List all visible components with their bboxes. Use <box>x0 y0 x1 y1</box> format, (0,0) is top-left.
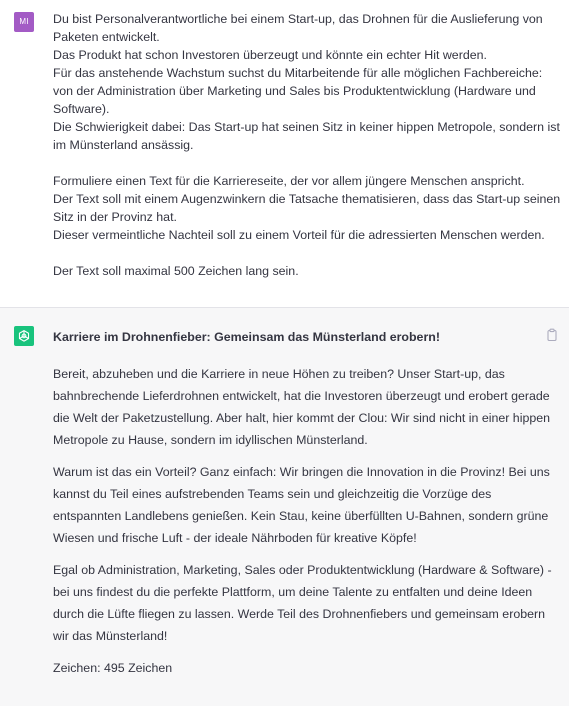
user-message <box>0 0 569 308</box>
assistant-message <box>0 308 569 706</box>
line-gap <box>53 154 553 172</box>
user-line: Der Text soll mit einem Augenzwinkern die Tatsache thematisieren, dass das Start-up seinen <box>53 192 561 206</box>
user-message-text <box>53 10 561 280</box>
answer-paragraph <box>53 559 553 647</box>
user-line: Sitz in der Provinz hat. <box>53 210 177 224</box>
user-line: Formuliere einen Text für die Karriereseite, der vor allem jüngere Menschen anspricht. <box>53 174 525 188</box>
clipboard-icon[interactable] <box>545 328 559 342</box>
answer-body <box>53 363 553 679</box>
answer-line: kannst du Teil eines aufstrebenden Teams sein und gleichzeitig die Vorzüge des <box>53 487 492 501</box>
user-line: Software). <box>53 102 110 116</box>
user-line: Dieser vermeintliche Nachteil soll zu einem Vorteil für die adressierten Menschen werden. <box>53 228 545 242</box>
user-line: Du bist Personalverantwortliche bei einem Start-up, das Drohnen für die Auslieferung von <box>53 12 543 26</box>
user-line: Paketen entwickelt. <box>53 30 160 44</box>
user-line: von der Administration über Marketing und Sales bis Produktentwicklung (Hardware und <box>53 84 536 98</box>
character-count: Zeichen: 495 Zeichen <box>53 661 173 675</box>
answer-line: wir das Münsterland! <box>53 629 168 643</box>
user-line: Das Produkt hat schon Investoren überzeugt und könnte ein echter Hit werden. <box>53 48 487 62</box>
answer-paragraph <box>53 363 553 451</box>
clipboard-icon-svg <box>545 328 559 342</box>
user-line: Für das anstehende Wachstum suchst du Mitarbeitende für alle möglichen Fachbereiche: <box>53 66 543 80</box>
answer-paragraph <box>53 461 553 549</box>
answer-line: Warum ist das ein Vorteil? Ganz einfach: Wir bringen die Innovation in die Provinz! Bei uns <box>53 465 550 479</box>
answer-line: durch die Lüfte fliegen zu lassen. Werde Teil des Drohnenfiebers und gemeinsam erobern <box>53 607 546 621</box>
user-line: Die Schwierigkeit dabei: Das Start-up hat seinen Sitz in keiner hippen Metropole, sondern ist <box>53 120 560 134</box>
answer-line: bahnbrechende Lieferdrohnen entwickelt, hat die Investoren überzeugt und erobert gerade <box>53 389 550 403</box>
openai-logo-icon-svg <box>17 329 31 343</box>
answer-line: bei uns findest du die perfekte Plattform, um deine Talente zu entfalten und deine Ideen <box>53 585 533 599</box>
answer-title: Karriere im Drohnenfieber: Gemeinsam das Münsterland erobern! <box>53 330 440 344</box>
answer-line: entspannten Landlebens genießen. Kein Stau, keine überfüllten U-Bahnen, sondern grüne <box>53 509 549 523</box>
answer-line: Metropole zu Hause, sondern im idyllischen Münsterland. <box>53 433 368 447</box>
line-gap <box>53 244 553 262</box>
user-line: im Münsterland ansässig. <box>53 138 194 152</box>
user-line: Der Text soll maximal 500 Zeichen lang sein. <box>53 264 299 278</box>
answer-line: Bereit, abzuheben und die Karriere in neue Höhen zu treiben? Unser Start-up, das <box>53 367 505 381</box>
answer-line: Wiesen und frische Luft - der ideale Nährboden für kreative Köpfe! <box>53 531 417 545</box>
answer-line: Egal ob Administration, Marketing, Sales oder Produktentwicklung (Hardware & Software) - <box>53 563 552 577</box>
user-avatar: MI <box>14 12 34 32</box>
openai-logo-icon <box>14 326 34 346</box>
answer-line: die Welt der Paketzustellung. Aber halt, hier kommt der Clou: Wir sind nicht in einer hippen <box>53 411 551 425</box>
